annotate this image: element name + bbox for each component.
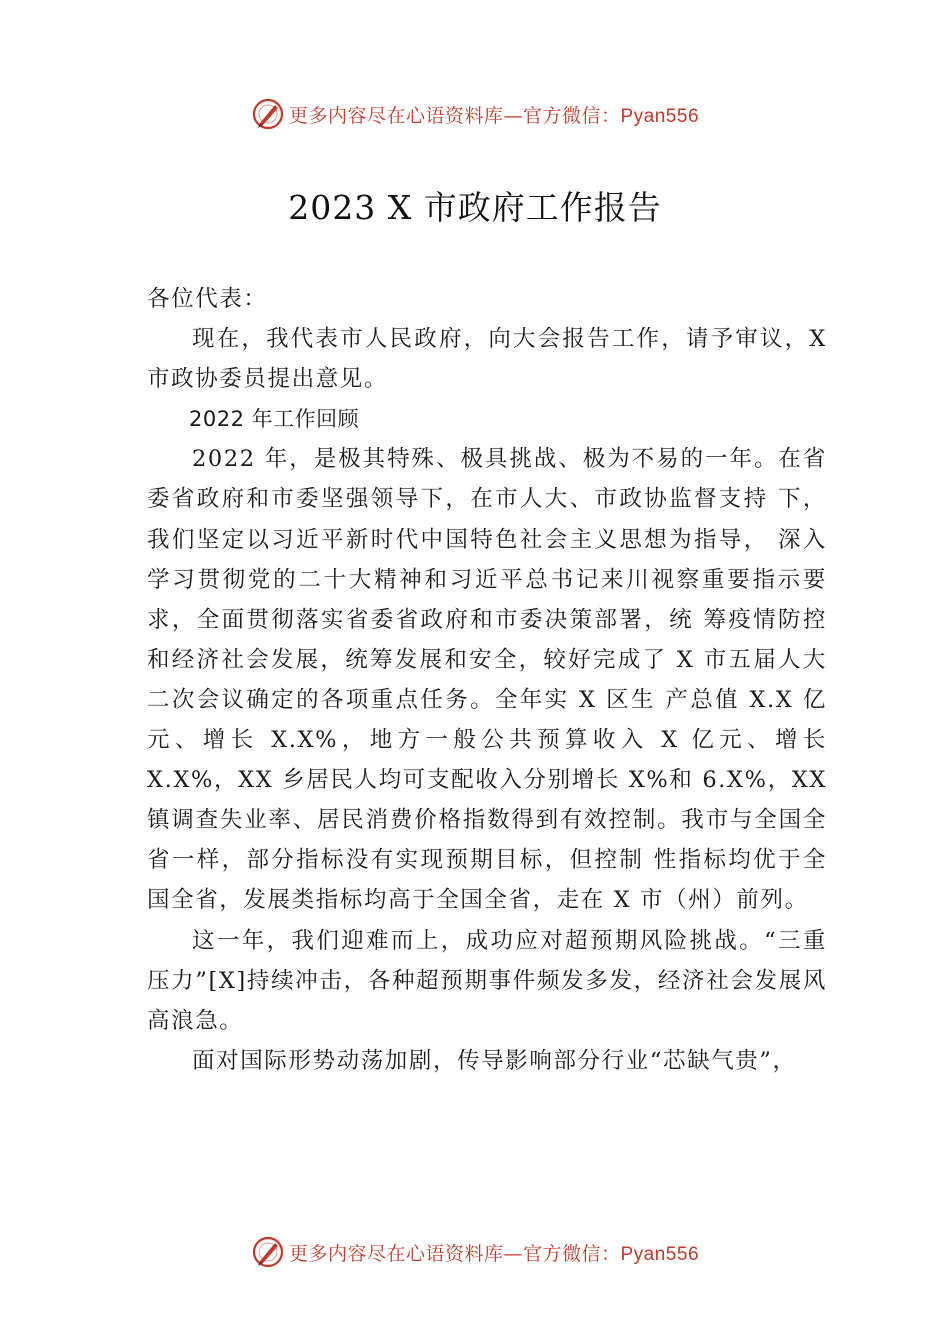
intro-paragraph: 现在，我代表市人民政府，向大会报告工作，请予审议，X 市政协委员提出意见。 <box>147 326 827 393</box>
section-heading: 2022 年工作回顾 <box>189 407 360 432</box>
paragraph-3: 面对国际形势动荡加剧，传导影响部分行业“芯缺气贵”， <box>192 1047 797 1074</box>
salutation: 各位代表： <box>147 286 268 312</box>
banner-wechat-account: Pyan556 <box>620 105 700 127</box>
banner-text <box>289 101 699 128</box>
banner-separator: — <box>503 1242 523 1265</box>
banner-text <box>289 1239 699 1266</box>
banner-separator: — <box>503 104 523 127</box>
paragraph-2: 这一年，我们迎难而上，成功应对超预期风险挑战。“三重压力”[X]持续冲击，各种超预期事件频发多发，经济社会发展风高浪急。 <box>147 927 827 1034</box>
banner-label: 更多内容尽在心语资料库 <box>288 1242 504 1265</box>
footer-banner <box>0 1230 950 1274</box>
banner-label: 更多内容尽在心语资料库 <box>288 104 504 127</box>
banner-wechat-label: 官方微信： <box>522 104 621 127</box>
document-title: 2023 X 市政府工作报告 <box>288 188 662 227</box>
banner-wechat-label: 官方微信： <box>522 1242 621 1265</box>
banner-wechat-account: Pyan556 <box>620 1243 700 1265</box>
pen-logo-icon <box>251 97 285 131</box>
document-body <box>147 279 827 1081</box>
paragraph-1: 2022 年，是极其特殊、极具挑战、极为不易的一年。在省委省政府和市委坚强领导下，在市人大、市政协监督支持 下，我们坚定以习近平新时代中国特色社会主义思想为指导， 深入学习贯彻党的二十大精神和习近平总书记来川视察重要指示要求，全面贯彻落实省委省政府和市委决策部署，统 筹疫情防控和经济社会发展，统筹发展和安全，较好完成了 X 市五届人大二次会议确定的各项重点任务。全年实 X 区生 产总值 X.X 亿元、增长 X.X%，地方一般公共预算收入 X 亿元、增长 X.X%，XX 乡居民人均可支配收入分别增长 X%和 6.X%，XX 镇调查失业率、居民消费价格指数得到有效控制。我市与全国全省一样，部分指标没有实现预期目标，但控制 性指标均优于全国全省，发展类指标均高于全国全省，走在 X 市（州）前列。 <box>147 446 827 914</box>
pen-logo-icon <box>251 1235 285 1269</box>
header-banner <box>0 92 950 136</box>
